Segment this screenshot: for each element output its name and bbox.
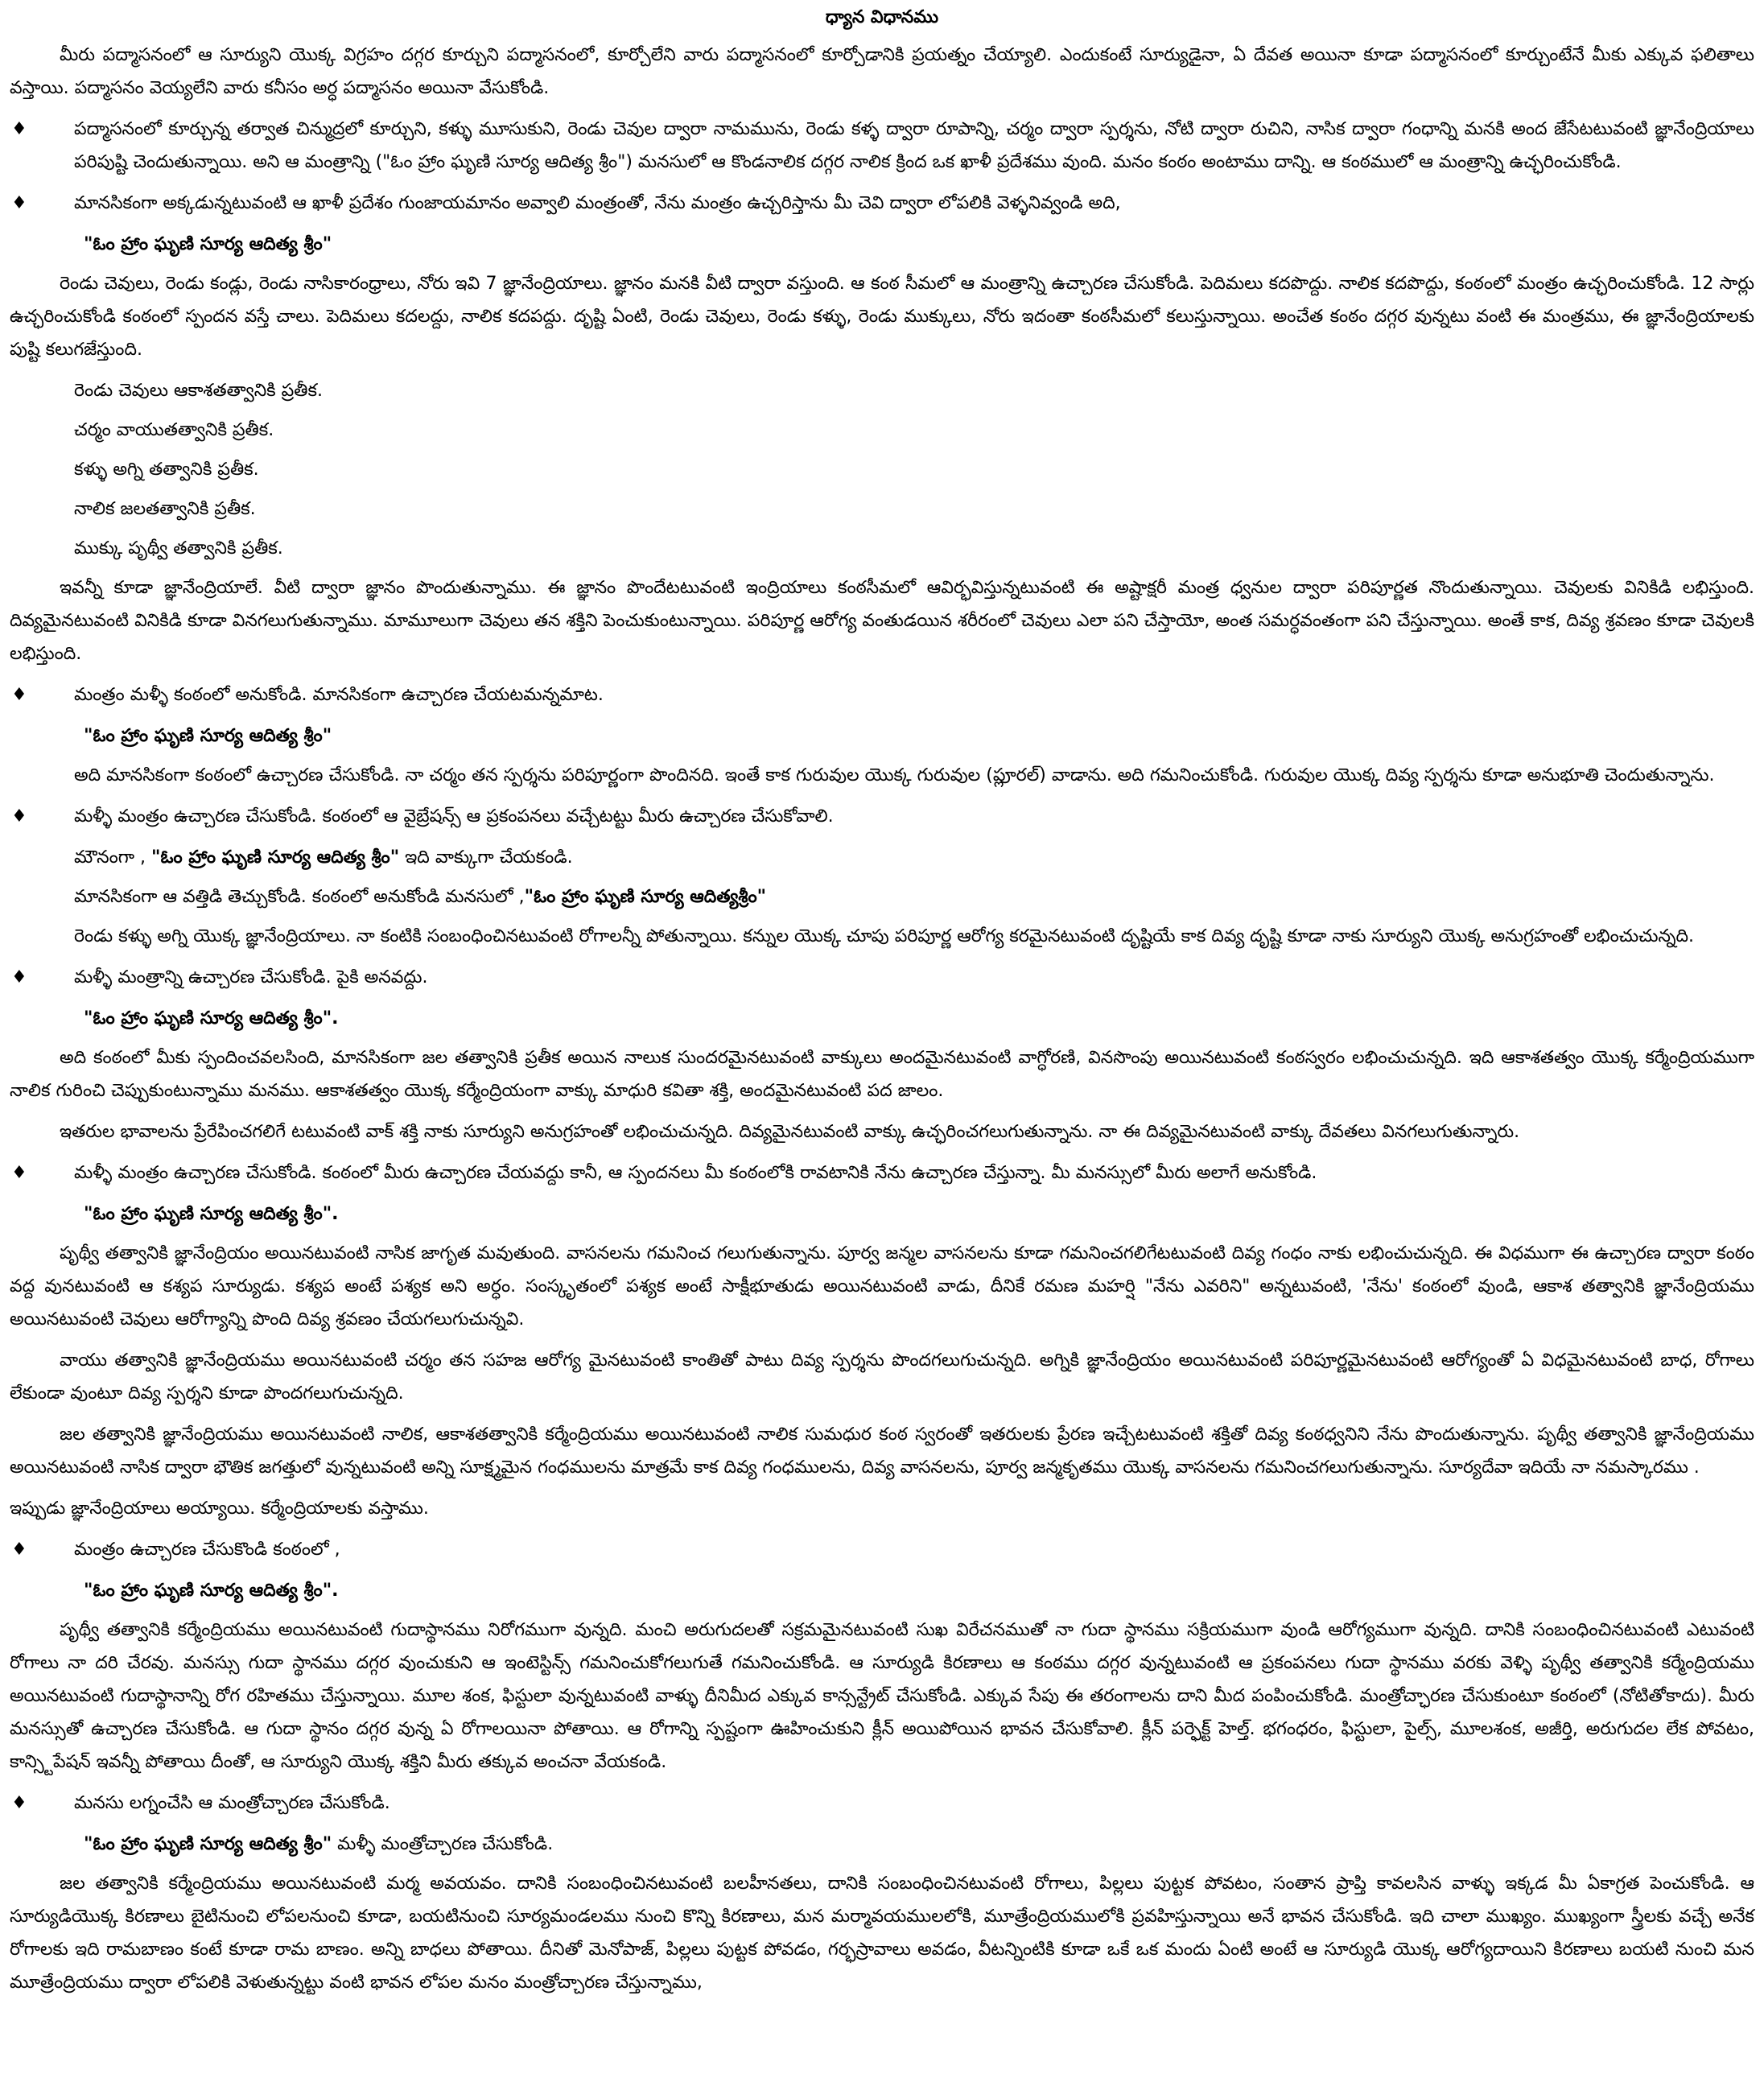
mantra-line: "ఓం హ్రాం ఘృణి సూర్య ఆదిత్య శ్రీం". [84,1008,339,1029]
mantra-line: "ఓం హ్రాం ఘృణి సూర్య ఆదిత్య శ్రీం" [84,726,332,746]
element-line: నాలిక జలతత్వానికి ప్రతీక. [74,499,256,519]
element-line: చర్మం వాయుతత్వానికి ప్రతీక. [74,420,274,440]
paragraph: రెండు కళ్ళు అగ్ని యొక్క జ్ఞానేంద్రియాలు. నా కంటికి సంబంధించినటువంటి రోగాలన్నీ పోతున్నాయి. కన్నుల యొక్క చూపు పరిపూర్ణ ఆరోగ్య కరమైనటువంటి దృష్టియే కాక దివ్య దృష్టి కూడా నాకు సూర్యుని యొక్క అనుగ్రహంతో లభించుచున్నది. [74,926,1694,946]
bullet-item [10,1787,1754,1820]
mantra-line: "ఓం హ్రాం ఘృణి సూర్య ఆదిత్య శ్రీం". [84,1581,339,1601]
mantra-suffix: మళ్ళీ మంత్రోచ్చారణ చేసుకోండి. [332,1834,554,1854]
silent-suffix: ఇది వాక్కుగా చేయకండి. [399,847,573,868]
diamond-bullet-icon: ♦ [11,685,27,705]
diamond-bullet-icon: ♦ [11,1540,27,1560]
bullet-text: మళ్ళీ మంత్రం ఉచ్చారణ చేసుకోండి. కంఠంలో ఆ వైబ్రేషన్స్ ఆ ప్రకంపనలు వచ్చేటట్టు మీరు ఉచ్చారణ చేసుకోవాలి. [74,806,834,827]
diamond-bullet-icon: ♦ [11,806,27,827]
bullet-text: మనసు లగ్నంచేసి ఆ మంత్రోచ్చారణ చేసుకోండి. [74,1793,390,1813]
mind-prefix: మానసికంగా ఆ వత్తిడి తెచ్చుకోండి. కంఠంలో అనుకోండి మనసులో , [74,887,525,907]
silent-instruction-line [10,841,1754,874]
bullet-text: మళ్ళీ మంత్రం ఉచ్చారణ చేసుకోండి. కంఠంలో మీరు ఉచ్చారణ చేయవద్దు కానీ, ఆ స్పందనలు మీ కంఠంలోకి రావటానికి నేను ఉచ్చారణ చేస్తున్నా. మీ మనస్సులో మీరు అలాగే అనుకోండి. [74,1163,1317,1183]
paragraph: జల తత్వానికి కర్మేంద్రియము అయినటువంటి మర్మ అవయవం. దానికి సంబంధించినటువంటి బలహీనతలు, దానికి సంబంధించినటువంటి రోగాలు, పిల్లలు పుట్టక పోవటం, సంతాన ప్రాప్తి కావలసిన వాళ్ళు ఇక్కడ మీ ఏకాగ్రత పెంచుకోండి. ఆ సూర్యుడియొక్క కిరణాలు బైటినుంచి లోపలనుంచి కూడా, బయటినుంచి సూర్యమండలము నుంచి కొన్ని కిరణాలు, మన మర్మావయములలోకి, మూత్రేంద్రియములోకి ప్రవహిస్తున్నాయి అనే భావన చేసుకోండి. ఇది చాలా ముఖ్యం. ముఖ్యంగా స్త్రీలకు వచ్చే అనేక రోగాలకు ఇది రామబాణం కంటే కూడా రామ బాణం. అన్ని బాధలు పోతాయి. దీనితో మెనోపాజ్, పిల్లలు పుట్టక పోవడం, గర్భస్రావాలు అవడం, వీటన్నింటికి కూడా ఒకే ఒక మందు ఏంటి అంటే ఆ సూర్యుడి యొక్క ఆరోగ్యదాయిని కిరణాలు బయటి నుంచి మన మూత్రేంద్రియము ద్వారా లోపలికి వెళుతున్నట్టు వంటి భావన లోపల మనం మంత్రోచ్చారణ చేస్తున్నాము, [10,1874,1754,1993]
diamond-bullet-icon: ♦ [11,967,27,987]
bullet-item [10,187,1754,220]
bullet-item [10,961,1754,994]
bullet-item [10,1533,1754,1566]
diamond-bullet-icon: ♦ [11,1163,27,1183]
bullet-text: పద్మాసనంలో కూర్చున్న తర్వాత చిన్ముద్రలో కూర్చుని, కళ్ళు మూసుకుని, రెండు చెవుల ద్వారా నామమును, రెండు కళ్ళ ద్వారా రూపాన్ని, చర్మం ద్వారా స్పర్శను, నోటి ద్వారా రుచిని, నాసిక ద్వారా గంధాన్ని మనకి అంద జేసేటటువంటి జ్ఞానేంద్రియాలు పరిపుష్టి చెందుతున్నాయి. అని ఆ మంత్రాన్ని ("ఓం హ్రాం ఘృణి సూర్య ఆదిత్య శ్రీం") మనసులో ఆ కొండనాలిక దగ్గర నాలిక క్రింద ఒక ఖాళీ ప్రదేశము వుంది. మనం కంఠం అంటాము దాన్ని. ఆ కంఠములో ఆ మంత్రాన్ని ఉచ్ఛరించుకోండి. [74,119,1754,172]
intro-paragraph: మీరు పద్మాసనంలో ఆ సూర్యుని యొక్క విగ్రహం దగ్గర కూర్చుని పద్మాసనంలో, కూర్చోలేని వారు పద్మాసనంలో కూర్చోడానికి ప్రయత్నం చేయ్యాలి. ఎందుకంటే సూర్యుడైనా, ఏ దేవత అయినా కూడా పద్మాసనంలో కూర్చుంటేనే మీకు ఎక్కువ ఫలితాలు వస్తాయి. పద్మాసనం వెయ్యలేని వారు కనీసం అర్ధ పద్మాసనం అయినా వేసుకోండి. [10,45,1754,98]
paragraph: ఇతరుల భావాలను ప్రేరేపించగలిగే టటువంటి వాక్ శక్తి నాకు సూర్యుని అనుగ్రహంతో లభించుచున్నది. దివ్యమైనటువంటి వాక్కు ఉచ్ఛరించగలుగుతున్నాను. నా ఈ దివ్యమైనటువంటి వాక్కు దేవతలు వినగలుగుతున్నారు. [60,1122,1520,1142]
page-title: ధ్యాన విధానము [825,7,939,27]
bullet-text: మంత్రం ఉచ్చారణ చేసుకొండి కంఠంలో , [74,1540,340,1560]
element-line: ముక్కు పృథ్వీ తత్వానికి ప్రతీక. [74,538,283,559]
bullet-item [10,113,1754,179]
paragraph: పృథ్వీ తత్వానికి జ్ఞానేంద్రియం అయినటువంటి నాసిక జాగృత మవుతుంది. వాసనలను గమనించ గలుగుతున్నాను. పూర్వ జన్మల వాసనలను కూడా గమనించగలిగేటటువంటి దివ్య గంధం నాకు లభించుచున్నది. ఈ విధముగా ఈ ఉచ్చారణ ద్వారా కంఠం వద్ద వునటువంటి ఆ కశ్యప సూర్యుడు. కశ్యప అంటే పశ్యక అని అర్ధం. సంస్కృతంలో పశ్యక అంటే సాక్షీభూతుడు అయినటువంటి వాడు, దీనికే రమణ మహర్షి "నేను ఎవరిని" అన్నటువంటి, 'నేను' కంఠంలో వుండి, ఆకాశ తత్వానికి జ్ఞానేంద్రియము అయినటువంటి చెవులు ఆరోగ్యాన్ని పొంది దివ్య శ్రవణం చేయగలుగుచున్నవి. [10,1243,1754,1330]
paragraph: జల తత్వానికి జ్ఞానేంద్రియము అయినటువంటి నాలిక, ఆకాశతత్వానికి కర్మేంద్రియము అయినటువంటి నాలిక సుమధుర కంఠ స్వరంతో ఇతరులకు ప్రేరణ ఇచ్చేటటువంటి శక్తితో దివ్య కంఠధ్వనిని నేను పొందుతున్నాను. పృథ్వీ తత్వానికి జ్ఞానేంద్రియము అయినటువంటి నాసిక ద్వారా భౌతిక జగత్తులో వున్నటువంటి అన్ని సూక్ష్మమైన గంధములను మాత్రమే కాక దివ్య గంధములను, దివ్య వాసనలను, పూర్వ జన్మకృతము యొక్క వాసనలను గమనించగలుగుతున్నాను. సూర్యదేవా ఇదియే నా నమస్కారము . [10,1424,1754,1478]
bullet-text: మానసికంగా అక్కడున్నటువంటి ఆ ఖాళీ ప్రదేశం గుంజాయమానం అవ్వాలి మంత్రంతో, నేను మంత్రం ఉచ్చరిస్తాను మీ చెవి ద్వారా లోపలికి వెళ్ళనివ్వండి అది, [74,193,1121,213]
paragraph: ఇప్పుడు జ్ఞానేంద్రియాలు అయ్యాయి. కర్మేంద్రియాలకు వస్తాము. [10,1499,429,1519]
paragraph: అది కంఠంలో మీకు స్పందించవలసింది, మానసికంగా జల తత్వానికి ప్రతీక అయిన నాలుక సుందరమైనటువంటి వాక్కులు అందమైనటువంటి వాగ్ధోరణి, వినసొంపు అయినటువంటి కంఠస్వరం లభించుచున్నది. ఇది ఆకాశతత్వం యొక్క కర్మేంద్రియముగా నాలిక గురించి చెప్పుకుంటున్నాము మనము. ఆకాశతత్వం యొక్క కర్మేంద్రియంగా వాక్కు మాధురి కవితా శక్తి, అందమైనటువంటి పద జాలం. [10,1048,1754,1101]
silent-prefix: మౌనంగా , [74,847,151,868]
element-line: రెండు చెవులు ఆకాశతత్వానికి ప్రతీక. [74,381,323,401]
silent-mantra: "ఓం హ్రాం ఘృణి సూర్య ఆదిత్య శ్రీం" [150,847,400,868]
mantra-line: "ఓం హ్రాం ఘృణి సూర్య ఆదిత్య శ్రీం" [84,234,332,254]
paragraph: రెండు చెవులు, రెండు కండ్లు, రెండు నాసికారంధ్రాలు, నోరు ఇవి 7 జ్ఞానేంద్రియాలు. జ్ఞానం మనకి వీటి ద్వారా వస్తుంది. ఆ కంఠ సీమలో ఆ మంత్రాన్ని ఉచ్చారణ చేసుకోండి. పెదిమలు కదపొద్దు. నాలిక కదపొద్దు, కంఠంలో మంత్రం ఉచ్ఛరించుకోండి. 12 సార్లు ఉచ్ఛరించుకోండి కంఠంలో స్పందన వస్తే చాలు. పెదిమలు కదలద్దు, నాలిక కదపద్దు. దృష్టి ఏంటి, రెండు చెవులు, రెండు కళ్ళు, రెండు ముక్కులు, నోరు ఇదంతా కంఠసీమలో కలుస్తున్నాయి. అంచేత కంఠం దగ్గర వున్నటు వంటి ఈ మంత్రము, ఈ జ్ఞానేంద్రియాలకు పుష్టి కలుగజేస్తుంది. [10,274,1754,360]
diamond-bullet-icon: ♦ [11,119,27,139]
bullet-item [10,678,1754,711]
mantra-line: "ఓం హ్రాం ఘృణి సూర్య ఆదిత్య శ్రీం". [84,1204,339,1224]
bullet-item [10,1156,1754,1189]
diamond-bullet-icon: ♦ [11,193,27,213]
diamond-bullet-icon: ♦ [11,1793,27,1813]
bullet-text: మళ్ళీ మంత్రాన్ని ఉచ్చారణ చేసుకోండి. పైకి అనవద్దు. [74,967,428,987]
bullet-item [10,800,1754,833]
paragraph: అది మానసికంగా కంఠంలో ఉచ్చారణ చేసుకోండి. నా చర్మం తన స్పర్శను పరిపూర్ణంగా పొందినది. ఇంతే కాక గురువుల యొక్క గురువుల (ప్లూరల్) వాడాను. అది గమనించుకోండి. గురువుల యొక్క దివ్య స్పర్శను కూడా అనుభూతి చెందుతున్నాను. [74,765,1715,785]
mantra-line [10,1828,1754,1861]
paragraph: వాయు తత్వానికి జ్ఞానేంద్రియము అయినటువంటి చర్మం తన సహజ ఆరోగ్య మైనటువంటి కాంతితో పాటు దివ్య స్పర్శను పొందగలుగుచున్నది. అగ్నికి జ్ఞానేంద్రియం అయినటువంటి పరిపూర్ణమైనటువంటి ఆరోగ్యంతో ఏ విధమైనటువంటి బాధ, రోగాలు లేకుండా వుంటూ దివ్య స్పర్శని కూడా పొందగలుగుచున్నది. [10,1350,1754,1404]
element-line: కళ్ళు అగ్ని తత్వానికి ప్రతీక. [74,460,259,480]
bullet-text: మంత్రం మళ్ళీ కంఠంలో అనుకోండి. మానసికంగా ఉచ్చారణ చేయటమన్నమాట. [74,685,604,705]
mind-mantra: "ఓం హ్రాం ఘృణి సూర్య ఆదిత్యశ్రీం" [524,887,767,907]
paragraph: ఇవన్నీ కూడా జ్ఞానేంద్రియాలే. వీటి ద్వారా జ్ఞానం పొందుతున్నాము. ఈ జ్ఞానం పొందేటటువంటి ఇంద్రియాలు కంఠసీమలో ఆవిర్భవిస్తున్నటువంటి ఈ అష్టాక్షరీ మంత్ర ధ్వనుల ద్వారా పరిపూర్ణత నొందుతున్నాయి. చెవులకు వినికిడి లభిస్తుంది. దివ్యమైనటువంటి వినికిడి కూడా వినగలుగుతున్నాము. మామూలుగా చెవులు తన శక్తిని పెంచుకుంటున్నాయి. పరిపూర్ణ ఆరోగ్య వంతుడయిన శరీరంలో చెవులు ఎలా పని చేస్తాయో, అంత సమర్ధవంతంగా పని చేస్తున్నాయి. అంతే కాక, దివ్య శ్రవణం కూడా చెవులకి లభిస్తుంది. [10,578,1754,664]
mantra-text: "ఓం హ్రాం ఘృణి సూర్య ఆదిత్య శ్రీం" [84,1834,332,1854]
mind-instruction-line [10,880,1754,913]
paragraph: పృథ్వీ తత్వానికి కర్మేంద్రియము అయినటువంటి గుదాస్థానము నిరోగముగా వున్నది. మంచి అరుగుదలతో సక్రమమైనటువంటి సుఖ విరేచనముతో నా గుదా స్థానము సక్రియముగా వుండి ఆరోగ్యముగా వున్నది. దానికి సంబంధించినటువంటి ఎటువంటి రోగాలు నా దరి చేరవు. మనస్సు గుదా స్థానము దగ్గర వుంచుకుని ఆ ఇంటెస్టిన్స్ గమనించుకోగలుగుతే గమనించుకోండి. ఆ సూర్యుడి కిరణాలు ఆ కంఠము దగ్గర వున్నటువంటి ఆ ప్రకంపనలు గుదా స్థానము వరకు వెళ్ళి పృథ్వీ తత్వానికి కర్మేంద్రియము అయినటువంటి గుదాస్థానాన్ని రోగ రహితము చేస్తున్నాయి. మూల శంక, ఫిస్టులా వున్నటువంటి వాళ్ళు దీనిమీద ఎక్కువ కాన్సన్ట్రేట్ చేసుకోండి. ఎక్కువ సేపు ఈ తరంగాలను దాని మీద పంపించుకోండి. మంత్రోచ్ఛారణ చేసుకుంటూ కంఠంలో (నోటితోకాదు). మీరు మనస్సుతో ఉచ్చారణ చేసుకోండి. ఆ గుదా స్థానం దగ్గర వున్న ఏ రోగాలయినా పోతాయి. ఆ రోగాన్ని స్పష్టంగా ఊహించుకుని క్లీన్ అయిపోయిన భావన చేసుకోవాలి. క్లీన్ పర్ఫెక్ట్ హెల్త్. భగంధరం, ఫిస్టులా, పైల్స్, మూలశంక, అజీర్తి, అరుగుదల లేక పోవటం, కాన్స్టిపేషన్ ఇవన్నీ పోతాయి దీంతో, ఆ సూర్యుని యొక్క శక్తిని మీరు తక్కువ అంచనా వేయకండి. [10,1620,1754,1772]
